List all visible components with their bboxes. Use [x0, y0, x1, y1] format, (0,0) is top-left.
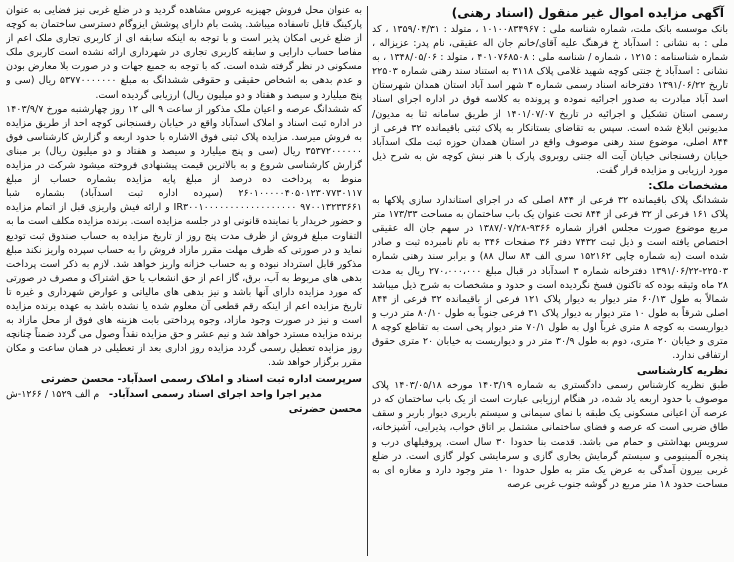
- signature-block: [6, 372, 362, 417]
- notice-code: م الف ۱۵۲۹ / ۱۲۶۶-ش: [6, 389, 100, 401]
- property-specs-paragraph: ششدانگ پلاک باقیمانده ۳۲ فرعی از ۸۴۴ اصلی که در اجرای استاندارد سازی پلاکها به پلاک ۱۶۱ فرعی از ۳۲ فرعی از ۸۴۴ تحت عنوان یک باب ساختمان به مساحت ۱۷۳/۳۳ متر مربع موضوع صورت مجلس افراز شماره ۹۳۶۶-۱۳۸۷/۰۷/۲۸ در سهم جان اله عقیقی اختصاص یافته است و ذیل ثبت ۷۴۳۲ دفتر ۳۶ صفحات ۳۴۶ به نام نامبرده ثبت و صادر شده است (به شماره چاپی ۱۵۲۱۶۲ سری الف ۸۴ سال ۸۸) و برابر سند رهنی شماره ۲۲۵۰۳-۱۳۹۱/۰۶/۲۲ دفترخانه شماره ۳ اسدآباد در قبال مبلغ ۲۷۰،۰۰۰،۰۰۰ ریال به مدت ۲۸ ماه وثیقه بوده که تاکنون فسخ نگردیده است و حدود و مشخصات به شرح ذیل میباشد شمالاً به طول ۶۰/۱۳ متر دیوار به دیوار پلاک ۱۲۱ فرعی از باقیمانده ۳۲ فرعی از ۸۴۴ اصلی شرقاً به طول ۱۰ متر دیوار به دیوار پلاک ۳۱ فرعی جنوباً به طول ۸۰/۱۰ متر درب و دیواریست به کوچه ۸ متری غرباً اول به طول ۷۰/۱ متر دیوار پخی است به تقاطع کوچه ۸ متری و خیابان ۲۰ متری، دوم به طول ۳۰/۹ متر در و دیواریست به خیابان ۲۰ متری حقوق ارتفاقی ندارد.: [372, 195, 728, 362]
- signature-registry-head: سرپرست اداره ثبت اسناد و املاک رسمی اسدآباد- محسن حضرتی: [40, 374, 362, 386]
- notice-title: آگهی مزایده اموال غیر منقول (اسناد رهنی): [451, 5, 724, 20]
- right-column: [372, 4, 728, 558]
- column-divider: [367, 6, 368, 556]
- signature-row: [6, 387, 362, 402]
- left-column: [6, 4, 362, 558]
- signature-name: محسن حضرتی: [288, 404, 362, 416]
- signature-execution-manager: مدیر اجرا واحد اجرای اسناد رسمی اسدآباد-: [108, 389, 322, 401]
- property-specs-heading: مشخصات ملک:: [648, 180, 728, 193]
- auction-terms-paragraph: که ششدانگ عرصه و اعیان ملک مذکور از ساعت ۹ الی ۱۲ روز چهارشنبه مورخ ۱۴۰۳/۹/۷ در اداره ثبت اسناد و املاک اسدآباد واقع در خیابان رفسنجانی کوچه احد از طریق مزایده به فروش میرسد. مزایده پلاک ثبتی فوق الاشاره با حدود اربعه و گزارش کارشناسی فوق ۳۵۳۷۲۰۰۰۰۰۰ ریال (سی و پنج میلیارد و سیصد و هفتاد و دو میلیون ریال) بر مبنای گزارش کارشناسی شروع و به بالاترین قیمت پیشنهادی فروخته میشود شرکت در مزایده منوط به پرداخت ده درصد از مبلغ پایه مزایده بشماره حساب از مبلغ ۲۶۰۱۰۰۰۰۰۴۰۵۰۱۲۳۰۷۷۳۰۱۱۷ (سپرده اداره ثبت اسدآباد) بشماره شبا IR۳۰۰۱۰۰۰۰۰۰۰۰۰۰۰۰۰۰۰۰۰۰ ۹۷۰۰۱۳۲۳۳۶۶۱ و ارائه فیش واریزی قبل از اتمام مزایده و حضور خریدار یا نماینده قانونی او در جلسه مزایده است. برنده مزایده مکلف است ما به التفاوت مبلغ فروش از ظرف مدت پنج روز از تاریخ مزایده به حساب صندوق ثبت تودیع نماید و در صورتی که ظرف مهلت مقرر مازاد فروش را به حساب سپرده واریز نکند مبلغ مذکور قابل استرداد نبوده و به حساب خزانه واریز خواهد شد. لازم به ذکر است پرداخت بدهی های مربوط به آب، برق، گاز اعم از حق انشعاب یا حق اشتراک و مصرف در صورتی که مورد مزایده دارای آنها باشد و نیز بدهی های مالیاتی و عوارض شهرداری و غیره تا تاریخ مزایده اعم از اینکه رقم قطعی آن معلوم شده یا نشده باشد به عهده برنده مزایده است و نیز در صورت وجود مازاد، وجوه پرداختی بابت هزینه های فوق از محل مازاد به برنده مزایده مسترد خواهد شد و نیم عشر و حق مزایده نقداً وصول می گردد ضمناً چنانچه روز مزایده تعطیل رسمی گردد مزایده روز اداری بعد از تعطیلی در همان ساعت و مکان مقرر برگزار خواهد شد.: [6, 103, 362, 369]
- expert-opinion-paragraph: طبق نظریه کارشناس رسمی دادگستری به شماره ۱۴۰۳/۱۹ مورخه ۱۴۰۳/۰۵/۱۸ پلاک موصوف با حدود اربعه یاد شده، در هنگام ارزیابی عبارت است از یک باب ساختمان که در عرصه آن اعیانی مسکونی یک طبقه با نمای سیمانی و سیستم باربری دیوار باربر و سقف طاق ضربی است که عرصه و فضای ساختمانی مشتمل بر اتاق خواب، پذیرایی، آشپزخانه، سرویس بهداشتی و حمام می باشد. قدمت بنا حدودا ۳۰ سال است. پروفیلهای درب و پنجره آلمینیومی و سیستم گرمایش بخاری گازی و سرمایشی کولر گازی است. در ضلع غربی بیرون آمدگی به عرض یک متر به طول حدودا ۱۰ متر وجود دارد و مغازه ای به مساحت حدود ۱۸ متر مربع در گوشه جنوب غربی عرصه: [372, 380, 728, 490]
- expert-opinion-heading: نظریه کارشناسی: [636, 365, 728, 378]
- intro-paragraph: بانک موسسه بانک ملت، شماره شناسه ملی : ۱۰۱۰۰۸۳۴۹۶۷ ، متولد : ۱۳۵۹/۰۴/۳۱ ، کد ملی : به نشانی : اسدآباد خ فرهنگ علیه آقای/خانم جان اله عقیقی، نام پدر: عزیزاله ، شماره شناسنامه : ۱۲۱۵ ، شماره / شناسه ملی : ۴۰۱۰۷۶۸۵۰۸ ، متولد : ۱۳۴۸/۰۵/۰۶ ، به نشانی : اسدآباد خ جنتی کوچه شهید غلامی پلاک ۳۱۱۸ به استناد سند رهنی شماره ۲۲۵۰۳ تاریخ ۱۳۹۱/۰۶/۲۲ دفترخانه اسناد رسمی شماره ۳ شهر اسد آباد استان همدان شهرستان اسد آباد مبادرت به صدور اجرائیه نموده و پرونده به کلاسه فوق در اداره اجرای اسناد رسمی استان تشکیل و اجرائیه در تاریخ ۱۴۰۱/۰۷/۰۷ از طریق سامانه ثنا به مدیون/ مدیونین ابلاغ شده است. سپس به تقاضای بستانکار به پلاک ثبتی باقیمانده ۳۲ فرعی از ۸۴۴ اصلی، موضوع سند رهنی موصوف واقع در استان همدان حوزه ثبت ملک اسدآباد خیابان رفسنجانی خیابان آیت اله جنتی روبروی پارک با هنر نبش کوچه ش به شرح ذیل مورد ارزیابی و مزایده قرار گفت.: [372, 24, 728, 176]
- continued-paragraph: به عنوان محل فروش جهیزیه عروس مشاهده گردید و در ضلع غربی نیز فضایی به عنوان پارکینگ قابل تاسفاده میباشد. پشت بام دارای پوشش ایزوگام دسترسی ساختمان به کوچه از ضلع غربی امکان پذیر است و با توجه به اینکه سابقه ای از کاربری تجاری ملک اعم از مفاصا حساب دارایی و سابقه کاربری تجاری در شهرداری ارائه نشده است کاربری ملک مسکونی در نظر گرفته شده است. که با توجه به جمیع جهات و در صورت بلا معارض بودن و عدم بدهی به اشخاص حقیقی و حقوقی ششدانگ به مبلغ ۵۳۷۷۰۰۰۰۰۰۰ ریال (سی و پنج میلیارد و سیصد و هفتاد و دو میلیون ریال) ارزیابی گردیده است.: [6, 5, 362, 101]
